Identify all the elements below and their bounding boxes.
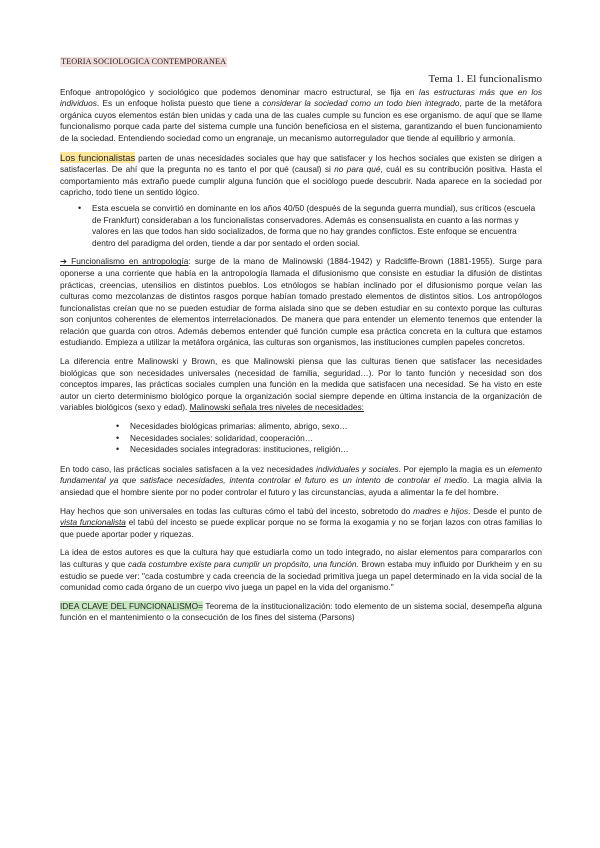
needs-list: [60, 421, 542, 456]
doc-header: [60, 56, 542, 68]
list-item: • Esta escuela se convirtió en dominante en los años 40/50 (después de la segunda guerra mundial), sus críticos (escuela de Frankfurt) consideraban a los funcionalistas conservadores. Además es consensualista en cuanto a las normas y valores en las que todos han sido socializados, de forma que no hay grandes conflictos. Este enfoque se encuentra dentro del paradigma del orden, tiende a dar por sentado el orden social.: [60, 203, 542, 249]
text: . Desde el punto de: [468, 505, 542, 516]
highlight-idea-clave: IDEA CLAVE DEL FUNCIONALISMO=: [60, 600, 203, 611]
text: La diferencia entre Malinowski y Brown, es que Malinowski piensa que las culturas tienen que satisfacer las necesidades biológicas que son necesidades universales (necesidad de familia, seguridad…). Por lo tanto función y necesidad son dos conceptos impares, las prácticas sociales cumplen una función en la medida que satisfacen una necesidad. Se ha visto en este autor un cierto determinismo biológico porque la organización social siempre depende en última instancia de la organización de variables biológicos (sexo y edad).: [60, 356, 542, 413]
paragraph-intro: [60, 87, 542, 145]
doc-title: TEORIA SOCIOLOGICA CONTEMPORANEA: [61, 57, 227, 66]
italic-text: no para qué: [334, 164, 381, 175]
paragraph-cultura: [60, 547, 542, 593]
italic-text: considerar la sociedad como un todo bien integrado: [262, 98, 460, 109]
text: el tabú del incesto se puede explicar porque no se forma la exogamia y no se forjan lazos con otras familias lo que puede aportar poder y riquezas.: [60, 517, 542, 539]
text: . Brown estaba muy influido por Durkheim y en su estudio se puede ver: "cada costumbre y cada creencia de la sociedad primitiva juega un papel determinado en la vida social de la comunidad como cada órgano de un cuerpo vivo juega un papel en la vida del organismo.": [60, 558, 542, 593]
document-body: [60, 56, 542, 631]
list-item: • Necesidades sociales: solidaridad, cooperación…: [60, 433, 542, 445]
text: Hay hechos que son universales en todas las culturas cómo el tabú del incesto, sobretodo do: [60, 505, 414, 516]
paragraph-idea-clave: [60, 601, 542, 624]
text: . Por ejemplo la magia es un: [398, 463, 508, 474]
section-title-antropologia: ➔ Funcionalismo en antropología: [60, 256, 189, 267]
list-item: • Necesidades biológicas primarias: alimento, abrigo, sexo…: [60, 421, 542, 433]
text: Enfoque antropológico y sociológico que podemos denominar macro estructural, se fija en: [60, 86, 419, 97]
bullet-list-escuela: [60, 203, 542, 249]
paragraph-funcionalistas: [60, 152, 542, 199]
paragraph-magia: [60, 464, 542, 499]
text: parten de unas necesidades sociales que hay que satisfacer y los hechos sociales que existen se dirigen a satisfacerlas. De ahí que la pregunta no es tanto el por qué (causal) si: [60, 152, 542, 175]
italic-text: las estructuras más que en los individuos: [60, 86, 542, 109]
italic-text: madres e hijos: [413, 505, 469, 516]
text: En todo caso, las prácticas sociales satisfacen a la vez necesidades: [60, 463, 316, 474]
text: . La magia alivia la ansiedad que el hombre siente por no poder controlar el futuro y las circunstancias, ayuda a alimentar la fe del hombre.: [60, 475, 542, 497]
italic-text: individuales y sociales: [316, 463, 399, 474]
text: , parte de la metáfora orgánica cuyos elementos están bien unidas y cada una de las cuales cumple su funcion es ese organismo. de aquí que se llame funcionalismo porque cada parte del sistema cumple una función beneficiosa en el sistema, garantizando el buen funcionamiento de la sociedad. Entendiendo sociedad como un engranaje, un mecanismo autorregulador que tiende al equilibrio y armonía.: [60, 98, 543, 143]
text: Teorema de la institucionalización: todo elemento de un sistema social, desempeña alguna función en el mantenimiento o la consecución de los fines del sistema (Parsons): [60, 600, 542, 623]
list-item: • Necesidades sociales integradoras: instituciones, religión…: [60, 444, 542, 456]
text: : surge de la mano de Malinowski (1884-1942) y Radcliffe-Brown (1881-1955). Surge para oponerse a una corriente que había en la antropología llamada el difusionismo que consiste en estudiar la difusión de distintas prácticas, creencias, utensilios en distintos pueblos. Los etnólogos se habían inclinado por el difusionismo porque veían las culturas como mezcolanzas de distintos rasgos porque habían tomado prestado elementos de distintos sitios. Los antropólogos funcionalistas creían que no se pueden estudiar de forma aislada sino que se deben estudiar en su contexto porque las culturas son conjuntos coherentes de elementos interrelacionados. De manera que para entender un elemento tenemos que entender la relación que guarda con otros. Además debemos entender qué función cumple esa práctica concreta en la cultura que estamos estudiando. Empieza a utilizar la metáfora orgánica, las culturas son organismos, las instituciones cumplen papeles concretos.: [60, 256, 542, 348]
text: La idea de estos autores es que la cultura hay que estudiarla como un todo integrado, no aislar elementos para compararlos con las culturas y que: [60, 547, 542, 569]
paragraph-malinowski: [60, 356, 542, 414]
underlined-text: Malinowski señala tres niveles de necesidades:: [189, 402, 364, 413]
italic-text: cada costumbre existe para cumplir un propósito, una función: [127, 558, 357, 569]
underlined-italic-text: vista funcionalista: [60, 517, 126, 528]
text: . Es un enfoque holista puesto que tiene a: [96, 98, 263, 109]
tema-heading: Tema 1. El funcionalismo: [428, 72, 542, 85]
italic-text: elemento fundamental ya que satisface necesidades, intenta controlar el futuro es un intento de controlar el medio: [60, 463, 542, 486]
highlight-funcionalistas: Los funcionalistas: [60, 151, 136, 163]
text: , cuál es su contribución positiva. Hasta el comportamiento más extraño puede cumplir alguna función que el sociólogo puede descubrir. Nada aparece en la sociedad por capricho, todo tiene un sentido lógico.: [60, 164, 542, 198]
paragraph-antropologia: [60, 256, 542, 349]
paragraph-incesto: [60, 506, 542, 541]
